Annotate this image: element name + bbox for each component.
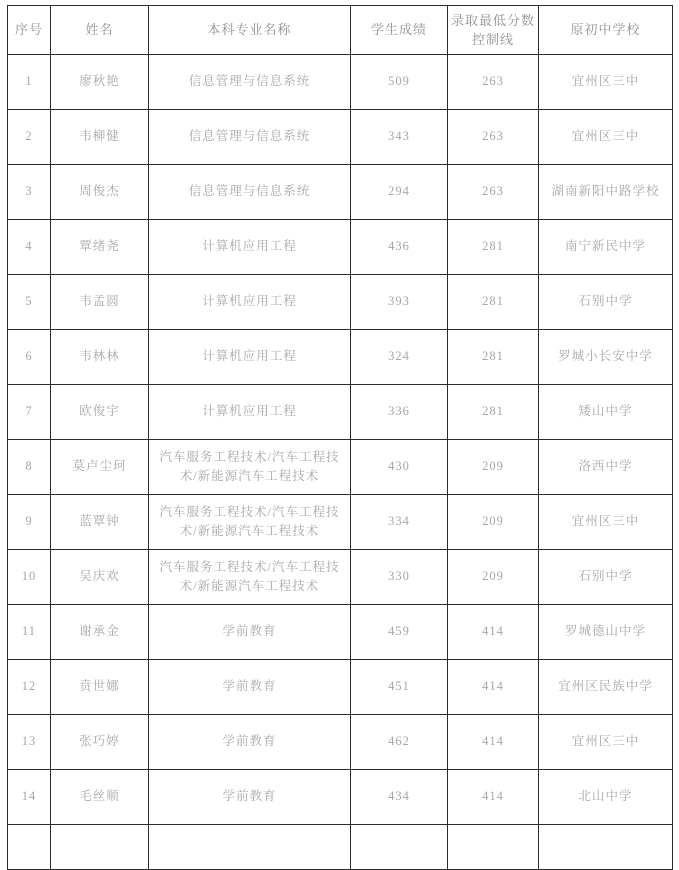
cell-major: 计算机应用工程 bbox=[149, 220, 351, 275]
cell-school: 洛西中学 bbox=[539, 440, 673, 495]
cell-major: 学前教育 bbox=[149, 715, 351, 770]
cell-major: 汽车服务工程技术/汽车工程技术/新能源汽车工程技术 bbox=[149, 495, 351, 550]
cell-cutoff: 281 bbox=[448, 220, 539, 275]
cell-score: 430 bbox=[351, 440, 448, 495]
table-row bbox=[8, 715, 673, 770]
cell-school: 宜州区三中 bbox=[539, 495, 673, 550]
cell-score: 436 bbox=[351, 220, 448, 275]
cell-school: 湖南新阳中路学校 bbox=[539, 165, 673, 220]
header-cutoff: 录取最低分数控制线 bbox=[448, 6, 539, 55]
cell-index: 6 bbox=[8, 330, 51, 385]
cell-school: 矮山中学 bbox=[539, 385, 673, 440]
header-row bbox=[8, 6, 673, 55]
cell-major: 信息管理与信息系统 bbox=[149, 55, 351, 110]
cell-cutoff: 281 bbox=[448, 330, 539, 385]
cell-index: 10 bbox=[8, 550, 51, 605]
cell-major: 学前教育 bbox=[149, 770, 351, 825]
cell-cutoff: 414 bbox=[448, 605, 539, 660]
table-row bbox=[8, 770, 673, 825]
cell-major: 计算机应用工程 bbox=[149, 330, 351, 385]
table-row bbox=[8, 165, 673, 220]
cell-index: 1 bbox=[8, 55, 51, 110]
cell-cutoff: 281 bbox=[448, 385, 539, 440]
cell-name: 韦孟圆 bbox=[51, 275, 149, 330]
table-body bbox=[8, 55, 673, 870]
cell-score: 336 bbox=[351, 385, 448, 440]
cell-score: 459 bbox=[351, 605, 448, 660]
cell-major: 汽车服务工程技术/汽车工程技术/新能源汽车工程技术 bbox=[149, 550, 351, 605]
cell-index: 3 bbox=[8, 165, 51, 220]
empty-cell bbox=[448, 825, 539, 870]
cell-school: 石别中学 bbox=[539, 550, 673, 605]
table-row bbox=[8, 605, 673, 660]
empty-cell bbox=[8, 825, 51, 870]
cell-cutoff: 263 bbox=[448, 110, 539, 165]
cell-major: 信息管理与信息系统 bbox=[149, 165, 351, 220]
cell-school: 宜州区民族中学 bbox=[539, 660, 673, 715]
cell-major: 计算机应用工程 bbox=[149, 275, 351, 330]
cell-name: 蓝覃钟 bbox=[51, 495, 149, 550]
cell-cutoff: 263 bbox=[448, 55, 539, 110]
table-row bbox=[8, 110, 673, 165]
table-header bbox=[8, 6, 673, 55]
cell-name: 莫卢尘珂 bbox=[51, 440, 149, 495]
cell-name: 廖秋艳 bbox=[51, 55, 149, 110]
cell-score: 324 bbox=[351, 330, 448, 385]
cell-index: 14 bbox=[8, 770, 51, 825]
table-row bbox=[8, 220, 673, 275]
cell-cutoff: 281 bbox=[448, 275, 539, 330]
cell-score: 434 bbox=[351, 770, 448, 825]
header-score: 学生成绩 bbox=[351, 6, 448, 55]
cell-name: 张巧婷 bbox=[51, 715, 149, 770]
cell-cutoff: 414 bbox=[448, 770, 539, 825]
cell-school: 南宁新民中学 bbox=[539, 220, 673, 275]
cell-name: 韦林林 bbox=[51, 330, 149, 385]
table-row bbox=[8, 495, 673, 550]
cell-major: 信息管理与信息系统 bbox=[149, 110, 351, 165]
cell-name: 毛丝顺 bbox=[51, 770, 149, 825]
cell-index: 12 bbox=[8, 660, 51, 715]
cell-index: 8 bbox=[8, 440, 51, 495]
cell-score: 294 bbox=[351, 165, 448, 220]
table-row bbox=[8, 275, 673, 330]
cell-name: 谢承金 bbox=[51, 605, 149, 660]
partial-next-row bbox=[8, 825, 673, 870]
cell-name: 周俊杰 bbox=[51, 165, 149, 220]
empty-cell bbox=[51, 825, 149, 870]
cell-cutoff: 209 bbox=[448, 440, 539, 495]
table-row bbox=[8, 660, 673, 715]
cell-school: 罗城小长安中学 bbox=[539, 330, 673, 385]
cell-school: 北山中学 bbox=[539, 770, 673, 825]
cell-cutoff: 414 bbox=[448, 715, 539, 770]
cell-major: 学前教育 bbox=[149, 605, 351, 660]
header-name: 姓名 bbox=[51, 6, 149, 55]
table-row bbox=[8, 330, 673, 385]
cell-score: 343 bbox=[351, 110, 448, 165]
cell-score: 451 bbox=[351, 660, 448, 715]
cell-name: 贲世娜 bbox=[51, 660, 149, 715]
cell-name: 覃绪尧 bbox=[51, 220, 149, 275]
table-row bbox=[8, 550, 673, 605]
cell-index: 4 bbox=[8, 220, 51, 275]
cell-cutoff: 263 bbox=[448, 165, 539, 220]
cell-school: 罗城德山中学 bbox=[539, 605, 673, 660]
cell-major: 汽车服务工程技术/汽车工程技术/新能源汽车工程技术 bbox=[149, 440, 351, 495]
cell-name: 吴庆欢 bbox=[51, 550, 149, 605]
cell-index: 11 bbox=[8, 605, 51, 660]
cell-score: 509 bbox=[351, 55, 448, 110]
header-major: 本科专业名称 bbox=[149, 6, 351, 55]
cell-score: 334 bbox=[351, 495, 448, 550]
cell-school: 宜州区三中 bbox=[539, 715, 673, 770]
cell-score: 393 bbox=[351, 275, 448, 330]
cell-school: 宜州区三中 bbox=[539, 110, 673, 165]
admission-score-table-page bbox=[7, 5, 672, 870]
cell-cutoff: 209 bbox=[448, 495, 539, 550]
cell-index: 5 bbox=[8, 275, 51, 330]
cell-index: 2 bbox=[8, 110, 51, 165]
cell-cutoff: 209 bbox=[448, 550, 539, 605]
empty-cell bbox=[539, 825, 673, 870]
table-row bbox=[8, 55, 673, 110]
header-index: 序号 bbox=[8, 6, 51, 55]
cell-score: 462 bbox=[351, 715, 448, 770]
cell-index: 7 bbox=[8, 385, 51, 440]
cell-major: 计算机应用工程 bbox=[149, 385, 351, 440]
admission-score-table bbox=[7, 5, 673, 870]
table-row bbox=[8, 440, 673, 495]
cell-score: 330 bbox=[351, 550, 448, 605]
cell-school: 宜州区三中 bbox=[539, 55, 673, 110]
cell-index: 9 bbox=[8, 495, 51, 550]
cell-school: 石别中学 bbox=[539, 275, 673, 330]
cell-name: 韦柳健 bbox=[51, 110, 149, 165]
header-school: 原初中学校 bbox=[539, 6, 673, 55]
empty-cell bbox=[351, 825, 448, 870]
cell-cutoff: 414 bbox=[448, 660, 539, 715]
empty-cell bbox=[149, 825, 351, 870]
table-row bbox=[8, 385, 673, 440]
cell-major: 学前教育 bbox=[149, 660, 351, 715]
cell-index: 13 bbox=[8, 715, 51, 770]
cell-name: 欧俊宇 bbox=[51, 385, 149, 440]
